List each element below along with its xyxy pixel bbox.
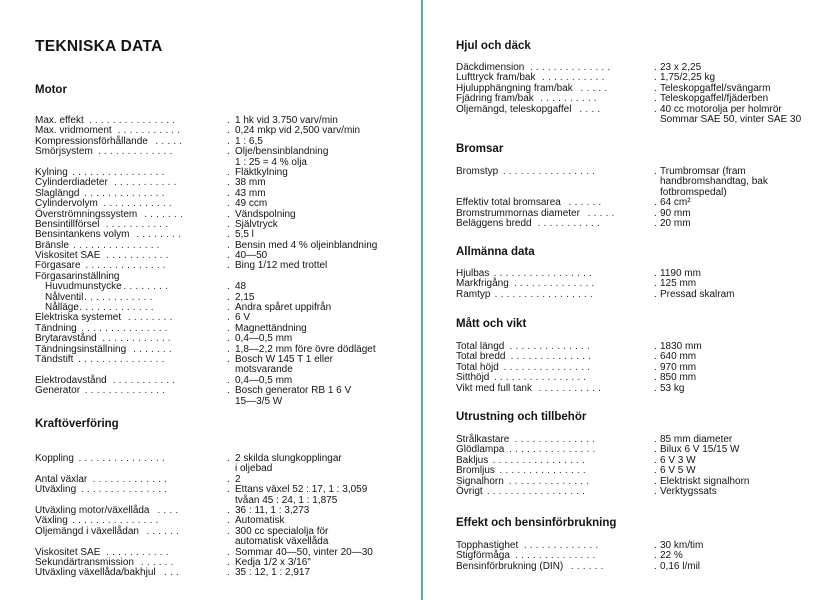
leader-dots-text: . . . . . . . . . . . xyxy=(534,218,601,229)
leader-dots-text: . . . . . . . . . . xyxy=(537,94,597,105)
spec-colon: . xyxy=(654,268,657,279)
spec-value: handbromshandtag, bak xyxy=(660,176,768,188)
spec-value: 300 cc specialolja för xyxy=(235,525,329,537)
leader-dots xyxy=(456,487,654,497)
spec-label: Ramtyp xyxy=(456,288,491,300)
spec-value: Teleskopgaffel/fjäderben xyxy=(660,93,769,105)
spec-label: Fjädring fram/bak xyxy=(456,93,534,105)
spec-value: 6 V 5 W xyxy=(660,465,696,477)
leader-dots-text: . . . . . . . . . . . . . . xyxy=(82,261,166,272)
leader-dots-text: . . . . . xyxy=(584,208,615,219)
spec-value: 2,15 xyxy=(235,291,255,303)
spec-colon: . xyxy=(654,382,657,394)
leader-dots-text: . . . . . . . . . . . . . . xyxy=(511,435,596,445)
spec-value: 850 mm xyxy=(660,372,697,384)
spec-value: 5,5 l xyxy=(235,229,254,241)
leader-dots-text: . . . . . . . . . . . . . . . xyxy=(75,354,165,365)
spec-label: Elektrodavstånd xyxy=(35,374,107,386)
spec-colon: . xyxy=(227,229,230,241)
spec-value: i oljebad xyxy=(235,463,273,475)
spec-label: Stigförmåga xyxy=(456,550,510,562)
spec-label: Markfrigång xyxy=(456,278,509,290)
spec-colon: . xyxy=(227,125,230,137)
spec-colon: . xyxy=(654,465,657,477)
spec-colon: . xyxy=(654,434,657,445)
spec-label: Övrigt xyxy=(456,485,483,497)
leader-dots-text: . . . . . . . . . . . . . . . xyxy=(506,445,596,456)
spec-value: 2 xyxy=(235,473,241,485)
spec-colon: . xyxy=(654,288,657,300)
leader-dots-text: . . . . . . . . . . . xyxy=(103,547,169,558)
spec-value: Olje/bensinblandning xyxy=(235,146,329,158)
section-title-bromsar: Bromsar xyxy=(456,143,504,155)
spec-colon: . xyxy=(654,278,657,290)
spec-label: Oljemängd i växellådan xyxy=(35,525,139,537)
spec-label: Kylning xyxy=(35,166,68,178)
spec-colon: . xyxy=(227,322,230,334)
spec-value: 1 : 6,5 xyxy=(235,135,263,147)
spec-label: Förgasarinställning xyxy=(35,270,120,282)
leader-dots-text: . . . . . . . . . . . . . . . . . xyxy=(491,289,593,300)
spec-colon: . xyxy=(654,475,657,487)
page-title: TEKNISKA DATA xyxy=(35,38,163,55)
leader-dots-text: . . . . xyxy=(154,505,179,516)
spec-value: 48 xyxy=(235,281,247,293)
spec-label: Bensintillförsel xyxy=(35,218,100,230)
leader-dots-text: . . . . . . . . . . . . . . . xyxy=(77,485,168,496)
leader-dots-text: . . . . . . . xyxy=(141,209,183,220)
leader-dots-text: . . . . . . . . . . . . . . . . . xyxy=(490,269,593,279)
spec-colon: . xyxy=(227,146,230,158)
spec-label: Max. vridmoment xyxy=(35,125,112,137)
leader-dots-text: . . . xyxy=(161,568,179,579)
spec-colon: . xyxy=(654,444,657,456)
spec-value: 1,75/2,25 kg xyxy=(660,72,716,84)
leader-dots-text: . . . . . . . . . . . . . . xyxy=(70,303,154,314)
spec-value: Bing 1/12 med trottel xyxy=(235,260,328,272)
spec-value: Fläktkylning xyxy=(235,166,288,178)
section-title-utrustning: Utrustning och tillbehör xyxy=(456,411,587,423)
spec-colon: . xyxy=(654,217,657,229)
spec-value: Verktygssats xyxy=(660,485,717,497)
spec-label: Antal växlar xyxy=(35,473,88,485)
spec-label: Total bredd xyxy=(456,351,506,363)
spec-label: Strålkastare xyxy=(456,434,510,445)
spec-label: Brytaravstånd xyxy=(35,333,97,345)
section-title-motor: Motor xyxy=(35,84,67,96)
spec-label: Hjulupphängning fram/bak xyxy=(456,82,573,94)
spec-value: 36 : 11, 1 : 3,273 xyxy=(235,504,310,516)
spec-value: motsvarande xyxy=(235,364,293,376)
spec-value: fotbromspedal) xyxy=(660,186,727,198)
spec-label: Tändstift xyxy=(35,353,74,365)
spec-colon: . xyxy=(227,208,230,220)
section-title-effekt: Effekt och bensinförbrukning xyxy=(456,517,617,529)
spec-colon: . xyxy=(227,484,230,496)
leader-dots-text: . . . . . . . . . . . . . . . . xyxy=(499,167,596,177)
spec-label: Oljemängd, teleskopgaffel xyxy=(456,103,572,115)
leader-dots-text: . . . . . . . . . . . . . . . xyxy=(496,466,586,477)
spec-colon: . xyxy=(227,567,230,579)
spec-label: Bromstrummornas diameter xyxy=(456,207,580,219)
leader-dots-text: . . . . . . . . . . . . . . . . xyxy=(69,167,165,178)
leader-dots-text: . . . . . . . . . . . . . . . . . xyxy=(483,486,586,497)
leader-dots-text: . . . . . . . . . . . . . . xyxy=(507,352,592,363)
spec-label: Elektriska systemet xyxy=(35,312,122,324)
spec-label: Tändning xyxy=(35,322,77,334)
spec-colon: . xyxy=(227,385,230,397)
spec-colon: . xyxy=(227,525,230,537)
spec-value: 0,4—0,5 mm xyxy=(235,374,293,386)
spec-colon: . xyxy=(227,374,230,386)
spec-label: Bakljus xyxy=(456,454,489,466)
leader-dots-text: . . . . . . . . . . . . . . xyxy=(511,279,595,290)
spec-label: Kompressionsförhållande xyxy=(35,135,148,147)
spec-colon: . xyxy=(227,473,230,485)
spec-colon: . xyxy=(227,166,230,178)
spec-colon: . xyxy=(654,550,657,562)
spec-colon: . xyxy=(227,291,230,303)
spec-colon: . xyxy=(654,560,657,572)
spec-value: 49 ccm xyxy=(235,198,268,210)
spec-value: Teleskopgaffel/svängarm xyxy=(660,82,771,94)
leader-dots-text: . . . . . . xyxy=(143,526,180,537)
spec-colon: . xyxy=(227,302,230,314)
spec-value: 0,24 mkp vid 2,500 varv/min xyxy=(235,125,361,137)
spec-value: 90 mm xyxy=(660,207,691,219)
spec-label: Bromstyp xyxy=(456,166,499,177)
spec-colon: . xyxy=(227,250,230,262)
spec-value: 640 mm xyxy=(660,351,697,363)
spec-value: 2 skilda slungkopplingar xyxy=(235,453,342,464)
spec-colon: . xyxy=(654,361,657,373)
spec-colon: . xyxy=(227,198,230,210)
spec-label: Viskositet SAE xyxy=(35,546,101,558)
spec-value: 38 mm xyxy=(235,177,266,189)
spec-value: 125 mm xyxy=(660,278,697,290)
spec-label: Utväxling växellåda/bakhjul xyxy=(35,567,156,579)
spec-colon: . xyxy=(654,197,657,209)
spec-value: 1190 mm xyxy=(660,268,701,279)
spec-label: Lufttryck fram/bak xyxy=(456,72,536,84)
section-title-matt-och-vikt: Mått och vikt xyxy=(456,318,527,330)
leader-dots-text: . . . . . . . . xyxy=(124,313,173,324)
spec-colon: . xyxy=(227,135,230,147)
spec-label: Tändningsinställning xyxy=(35,343,127,355)
spec-colon: . xyxy=(654,93,657,105)
leader-dots-text: . . . . . . . . . . . . . xyxy=(89,474,168,485)
leader-dots-text: . . . . . . . . . . . . . . . xyxy=(85,116,176,126)
spec-label: Nålläge xyxy=(45,302,79,314)
spec-label: Utväxling motor/växellåda xyxy=(35,504,150,516)
spec-colon: . xyxy=(654,62,657,73)
spec-colon: . xyxy=(227,515,230,527)
leader-dots-text: . . . . . . . . . . . . . . xyxy=(81,386,166,397)
spec-label: Bensinförbrukning (DIN) xyxy=(456,560,564,572)
spec-value: Elektriskt signalhorn xyxy=(660,475,750,487)
leader-dots-text: . . . . . . . . . . . . . xyxy=(75,292,153,303)
spec-colon: . xyxy=(654,207,657,219)
spec-value: 43 mm xyxy=(235,187,266,199)
leader-dots-text: . . . . . . . . . . . . . . . xyxy=(500,362,591,373)
section-title-allmanna-data: Allmänna data xyxy=(456,246,535,258)
spec-value: 35 : 12, 1 : 2,917 xyxy=(235,567,311,579)
leader-dots-text: . . . . . . . . . . . . . xyxy=(520,541,599,551)
spec-label: Utväxling xyxy=(35,484,77,496)
spec-colon: . xyxy=(227,187,230,199)
leader-dots-text: . . . . . . xyxy=(565,198,602,209)
spec-colon: . xyxy=(654,72,657,84)
leader-dots-text: . . . . . . . . xyxy=(133,230,181,241)
spec-value: automatisk växellåda xyxy=(235,536,329,548)
spec-label: Glödlampa xyxy=(456,444,505,456)
section-title-hjul-och-dack: Hjul och däck xyxy=(456,40,531,52)
spec-value: 30 km/tim xyxy=(660,540,704,551)
spec-colon: . xyxy=(227,343,230,355)
spec-value: 0,4—0,5 mm xyxy=(235,333,293,345)
spec-colon: . xyxy=(654,341,657,352)
spec-value: Bilux 6 V 15/15 W xyxy=(660,444,740,456)
leader-dots-text: . . . . . . . . . . . xyxy=(103,251,169,262)
leader-dots-text: . . . . . . . . . . . . . . . xyxy=(78,323,168,334)
spec-label: Sitthöjd xyxy=(456,372,490,384)
leader-dots-text: . . . . . . . . . . . xyxy=(535,383,602,394)
spec-label: Bränsle xyxy=(35,239,69,251)
spec-value: 22 % xyxy=(660,550,683,562)
spec-colon: . xyxy=(227,218,230,230)
leader-dots-text: . . . . . . . xyxy=(130,344,172,355)
leader-dots-text: . . . . xyxy=(576,104,601,115)
spec-colon: . xyxy=(227,260,230,272)
spec-value: 85 mm diameter xyxy=(660,434,733,445)
spec-label: Cylinderdiadeter xyxy=(35,177,108,189)
spec-colon: . xyxy=(227,353,230,365)
spec-value: 53 kg xyxy=(660,382,685,394)
spec-label: Nålventil xyxy=(45,291,84,303)
spec-value: Sommar SAE 50, vinter SAE 30 xyxy=(660,113,802,125)
spec-value: 1 hk vid 3.750 varv/min xyxy=(235,115,338,126)
spec-label: Generator xyxy=(35,385,81,397)
leader-dots-text: . . . . . . . . . . . xyxy=(102,219,169,230)
spec-label: Effektiv total bromsarea xyxy=(456,197,561,209)
leader-dots-text: . . . . . . . . . . . xyxy=(114,126,181,137)
leader-dots-text: . . . . . . . . . . . . . . xyxy=(526,63,611,73)
spec-value: Bensin med 4 % oljeinblandning xyxy=(235,239,378,251)
leader-dots-text: . . . . . . . . . . . . . . xyxy=(506,342,590,352)
spec-value: 1830 mm xyxy=(660,341,702,352)
leader-dots-text: . . . . . . xyxy=(567,561,604,572)
spec-colon: . xyxy=(227,546,230,558)
spec-value: Självtryck xyxy=(235,218,278,230)
spec-label: Förgasare xyxy=(35,260,81,272)
spec-label: Bensintankens volym xyxy=(35,229,130,241)
spec-value: 0,16 l/mil xyxy=(660,560,701,572)
leader-dots-text: . . . . . . . . . . . . . . . xyxy=(75,454,165,464)
leader-dots-text: . . . . . . . . . . . . . . . xyxy=(69,516,159,527)
spec-label: Överströmningssystem xyxy=(35,208,138,220)
spec-colon: . xyxy=(654,103,657,115)
spec-value: Andra spåret uppifrån xyxy=(235,302,332,314)
spec-colon: . xyxy=(654,351,657,363)
leader-dots-text: . . . . . . xyxy=(137,557,174,568)
spec-label: Slaglängd xyxy=(35,187,80,199)
spec-value: Bosch generator RB 1 6 V xyxy=(235,385,352,397)
leader-dots-text: . . . . . . . . . . . . xyxy=(99,334,171,345)
spec-value: 40—50 xyxy=(235,250,268,262)
spec-colon: . xyxy=(227,115,230,126)
spec-colon: . xyxy=(654,540,657,551)
spec-value: Ettans växel 52 : 17, 1 : 3,059 xyxy=(235,484,368,496)
spec-value: 40 cc motorolja per holmrör xyxy=(660,103,782,115)
spec-label: Sekundärtransmission xyxy=(35,556,134,568)
spec-colon: . xyxy=(654,454,657,466)
spec-colon: . xyxy=(227,333,230,345)
spec-value: 64 cm² xyxy=(660,197,691,209)
leader-dots-text: . . . . . . . . . . . xyxy=(111,178,177,189)
spec-label: Smörjsystem xyxy=(35,146,93,158)
spec-colon: . xyxy=(227,556,230,568)
leader-dots-text: . . . . . . . . . . . . . . . . xyxy=(490,373,587,384)
spec-value: Magnettändning xyxy=(235,322,307,334)
spec-label: Vikt med full tank xyxy=(456,382,532,394)
leader-dots-text: . . . . . . . . . . . . . . xyxy=(505,476,590,487)
leader-dots-text: . . . . . . . . . xyxy=(114,282,169,293)
spec-label: Topphastighet xyxy=(456,540,519,551)
spec-label: Huvudmunstycke xyxy=(45,281,122,293)
spec-colon: . xyxy=(227,177,230,189)
spec-colon: . xyxy=(227,504,230,516)
spec-value: Pressad skalram xyxy=(660,288,735,300)
spec-label: Koppling xyxy=(35,453,74,464)
right-page xyxy=(423,0,840,600)
spec-value: Kedja 1/2 x 3/16" xyxy=(235,556,311,568)
leader-dots-text: . . . . . . . . . . . . . . xyxy=(512,551,596,562)
leader-dots-text: . . . . . . . . . . . . . . . xyxy=(70,240,160,251)
spec-value: Vändspolning xyxy=(235,208,296,220)
spec-value: 23 x 2,25 xyxy=(660,62,702,73)
leader-dots-text: . . . . . . . . . . . xyxy=(539,73,605,84)
spec-label: Total höjd xyxy=(456,361,499,373)
spec-colon: . xyxy=(227,239,230,251)
spec-value: 20 mm xyxy=(660,217,691,229)
spec-value: Automatisk xyxy=(235,515,285,527)
spec-label: Bromljus xyxy=(456,465,495,477)
spec-value: 1 : 25 = 4 % olja xyxy=(235,156,307,168)
spec-colon: . xyxy=(654,166,657,177)
spec-label: Signalhorn xyxy=(456,475,504,487)
spec-value: 6 V xyxy=(235,312,251,324)
spec-value: 1,8—2,2 mm före övre dödläget xyxy=(235,343,376,355)
leader-dots-text: . . . . . . . . . . . . . xyxy=(94,147,173,158)
spec-colon: . xyxy=(227,281,230,293)
spec-value: tvåan 45 : 24, 1 : 1,875 xyxy=(235,494,338,506)
leader-dots-text: . . . . . . . . . . . . xyxy=(100,199,172,210)
spec-label: Total längd xyxy=(456,341,505,352)
spec-value: 15—3/5 W xyxy=(235,395,283,407)
spec-value: Bosch W 145 T 1 eller xyxy=(235,353,334,365)
spec-label: Cylindervolym xyxy=(35,198,98,210)
spec-value: 970 mm xyxy=(660,361,697,373)
spec-value: Sommar 40—50, vinter 20—30 xyxy=(235,546,373,558)
spec-colon: . xyxy=(654,372,657,384)
spec-value: Trumbromsar (fram xyxy=(660,166,746,177)
spec-colon: . xyxy=(227,312,230,324)
leader-dots-text: . . . . . . . . . . . . . . xyxy=(81,188,165,199)
spec-colon: . xyxy=(227,453,230,464)
leader-dots-text: . . . . . . . . . . . xyxy=(109,375,176,386)
spec-label: Däckdimension xyxy=(456,62,525,73)
spec-label: Max. effekt xyxy=(35,115,84,126)
spec-label: Beläggens bredd xyxy=(456,217,532,229)
section-title-kraftoverforing: Kraftöverföring xyxy=(35,418,119,430)
leader-dots-text: . . . . . xyxy=(577,83,608,94)
spec-value: 6 V 3 W xyxy=(660,454,696,466)
spec-label: Växling xyxy=(35,515,68,527)
leader-dots-text: . . . . . xyxy=(152,136,183,147)
spec-colon: . xyxy=(654,82,657,94)
spec-label: Hjulbas xyxy=(456,268,490,279)
spec-label: Viskositet SAE xyxy=(35,250,101,262)
spec-colon: . xyxy=(654,485,657,497)
leader-dots-text: . . . . . . . . . . . . . . . . xyxy=(489,455,585,466)
